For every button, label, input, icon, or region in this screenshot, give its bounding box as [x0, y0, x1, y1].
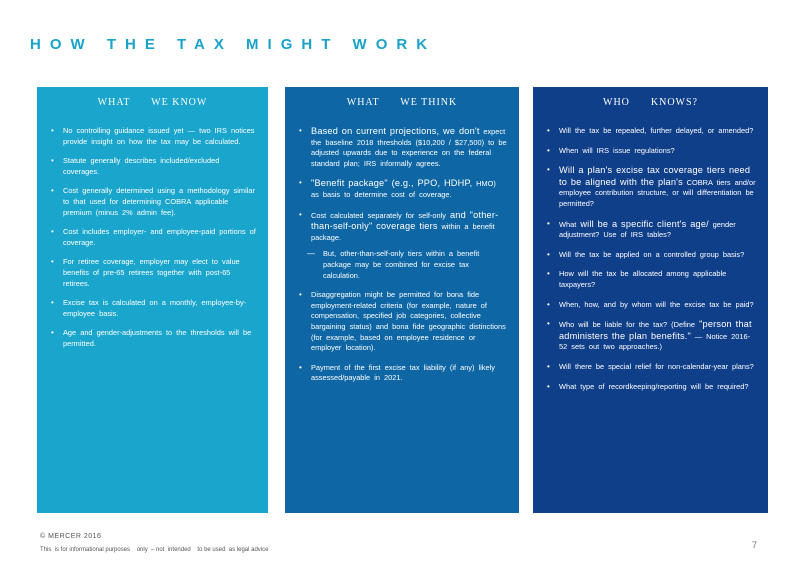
bullet-item	[545, 319, 756, 353]
bullet-text: Cost generally determined using a methodology similar to that used for determining COBRA applicable premium (minus 2% admin fee).	[63, 186, 255, 217]
emphasis-text: Will a plan's excise tax coverage tiers need to be aligned with the plan's	[559, 165, 751, 187]
bullet-text: — Notice 2016-52 sets out two approaches.)	[559, 331, 751, 352]
column-who-knows	[533, 87, 768, 513]
bullet-item	[297, 126, 507, 169]
bullet-text: HMO) as basis to determine cost of coverage.	[311, 179, 496, 199]
bullet-text: Disaggregation might be permitted for bona fide employment-related criteria (for example, nature of compensation, specified job categories, collective bargaining status) and bona fide geographic distinctions (for example, based on employee residence or employer location).	[311, 290, 506, 353]
bullet-item	[49, 328, 256, 349]
emphasis-text: will be a specific client's age/	[580, 218, 713, 229]
bullet-text: Cost calculated separately for self-only	[311, 210, 450, 220]
bullet-item	[49, 298, 256, 319]
bullet-text: within a benefit package.	[311, 222, 495, 242]
bullet-item	[545, 269, 756, 290]
bullet-item	[49, 126, 256, 147]
bullet-list	[49, 126, 256, 350]
mercer-copyright: © MERCER 2016	[40, 533, 102, 540]
bullet-text: Payment of the first excise tax liability (if any) likely assessed/payable in 2021.	[311, 362, 495, 383]
bullet-text: No controlling guidance issued yet — two IRS notices provide insight on how the tax may be calculated.	[63, 126, 255, 146]
bullet-item	[545, 250, 756, 261]
emphasis-text: "Benefit package" (e.g., PPO, HDHP,	[311, 178, 477, 189]
page-title: HOW THE TAX MIGHT WORK	[30, 36, 437, 53]
bullet-item	[545, 219, 756, 241]
bullet-text: gender adjustment? Use of IRS tables?	[559, 219, 736, 240]
bullet-text: Will the tax be applied on a controlled group basis?	[559, 249, 745, 259]
sub-bullet-item	[297, 249, 507, 281]
column-heading: WHO KNOWS?	[603, 97, 698, 108]
bullet-list	[545, 126, 756, 392]
bullet-item	[545, 362, 756, 373]
column-heading: WHAT WE THINK	[346, 97, 458, 108]
bullet-text: But, other-than-self-only tiers within a benefit package may be combined for excise tax calculation.	[323, 249, 480, 280]
bullet-list	[297, 126, 507, 384]
column-heading: WHAT WE KNOW	[97, 97, 208, 108]
bullet-item	[297, 290, 507, 354]
emphasis-text: "person that administers the plan benefits."	[559, 319, 752, 341]
column-what-we-know	[37, 87, 268, 513]
bullet-text: How will the tax be allocated among applicable taxpayers?	[559, 269, 727, 289]
bullet-item	[545, 146, 756, 157]
bullet-text: What type of recordkeeping/reporting will be required?	[559, 381, 749, 391]
bullet-text: COBRA tiers and/or employee contribution structure, or will differentiation be permitted?	[559, 177, 756, 208]
emphasis-text: Based on current projections, we don't	[311, 126, 484, 136]
bullet-text: expect the baseline 2018 thresholds ($10,200 / $27,500) to be adjusted upwards due to experience on the federal standard plan; IRS informally agrees.	[311, 127, 507, 168]
bullet-text: Age and gender-adjustments to the thresholds will be permitted.	[63, 328, 252, 348]
bullet-text: Excise tax is calculated on a monthly, employee-by-employee basis.	[63, 298, 247, 318]
bullet-item	[545, 300, 756, 311]
bullet-item	[545, 165, 756, 209]
column-what-we-think	[285, 87, 519, 513]
bullet-item	[545, 126, 756, 137]
bullet-text: When, how, and by whom will the excise tax be paid?	[559, 299, 754, 309]
bullet-text: Statute generally describes included/excluded coverages.	[63, 156, 220, 176]
bullet-item	[49, 186, 256, 218]
bullet-item	[545, 382, 756, 393]
bullet-text: For retiree coverage, employer may elect to value benefits of pre-65 retirees together with post-65 retirees.	[63, 257, 240, 288]
page-number: 7	[751, 540, 757, 550]
bullet-text: Will the tax be repealed, further delayed, or amended?	[559, 126, 754, 135]
bullet-item	[49, 156, 256, 177]
emphasis-text: and "other-than-self-only" coverage tiers	[311, 209, 499, 232]
bullet-item	[297, 178, 507, 200]
bullet-text: Cost includes employer- and employee-paid portions of coverage.	[63, 227, 256, 247]
bullet-item	[49, 257, 256, 289]
bullet-text: What	[559, 219, 581, 229]
disclaimer: This is for informational purposes only – not intended to be used as legal advice	[40, 547, 269, 553]
bullet-item	[297, 363, 507, 384]
bullet-text: Who will be liable for the tax? (Define	[559, 320, 700, 330]
bullet-text: Will there be special relief for non-calendar-year plans?	[559, 361, 754, 371]
bullet-item	[49, 227, 256, 248]
bullet-item	[297, 210, 507, 244]
bullet-text: When will IRS issue regulations?	[559, 145, 675, 155]
